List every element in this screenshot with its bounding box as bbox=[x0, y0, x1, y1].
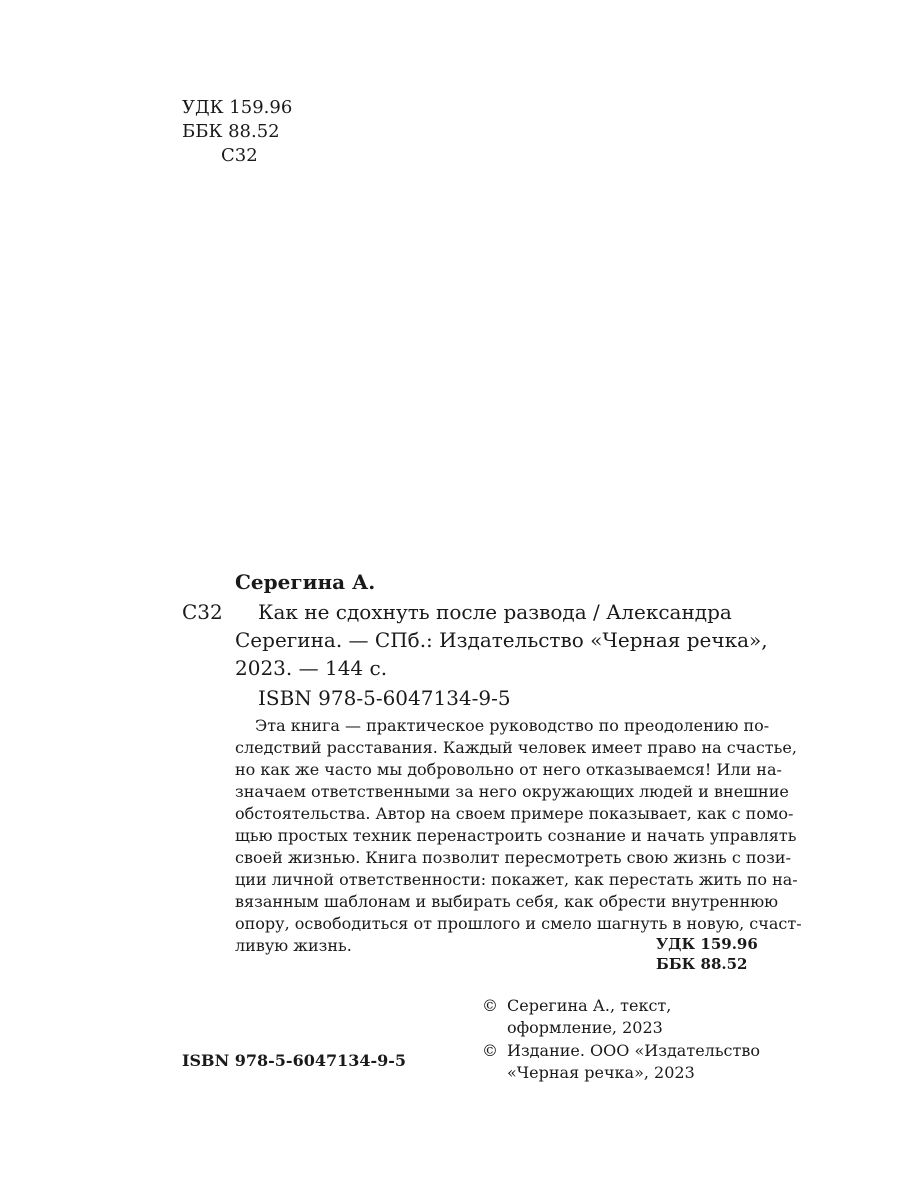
annotation-line: вязанным шаблонам и выбирать себя, как обрести внутреннюю bbox=[235, 892, 779, 911]
copyright-icon: © bbox=[482, 996, 498, 1015]
author-mark: С32 bbox=[221, 145, 258, 166]
catalog-title-line: Как не сдохнуть после развода / Александра bbox=[258, 600, 732, 624]
copyright-publisher-line: «Черная речка», 2023 bbox=[507, 1063, 695, 1082]
annotation-line: опору, освободиться от прошлого и смело шагнуть в новую, счаст- bbox=[235, 914, 802, 933]
catalog-bbk: ББК 88.52 bbox=[656, 955, 748, 973]
catalog-udk: УДК 159.96 bbox=[656, 935, 758, 953]
annotation-line: ливую жизнь. bbox=[235, 936, 352, 955]
annotation-line: обстоятельства. Автор на своем примере показывает, как с помо- bbox=[235, 804, 794, 823]
annotation-line: Эта книга — практическое руководство по преодолению по- bbox=[255, 716, 770, 735]
annotation-line: значаем ответственными за него окружающих людей и внешние bbox=[235, 782, 789, 801]
copyright-author-line: Серегина А., текст, bbox=[507, 996, 672, 1015]
catalog-isbn: ISBN 978-5-6047134-9-5 bbox=[258, 686, 511, 710]
catalog-title-line: Серегина. — СПб.: Издательство «Черная речка», bbox=[235, 628, 768, 652]
udk-code: УДК 159.96 bbox=[182, 97, 293, 118]
bbk-code: ББК 88.52 bbox=[182, 121, 280, 142]
annotation-line: но как же часто мы добровольно от него отказываемся! Или на- bbox=[235, 760, 782, 779]
annotation-line: своей жизнью. Книга позволит пересмотреть свою жизнь с пози- bbox=[235, 848, 791, 867]
copyright-author-line: оформление, 2023 bbox=[507, 1018, 663, 1037]
catalog-author: Серегина А. bbox=[235, 570, 376, 594]
copyright-publisher-line: Издание. ООО «Издательство bbox=[507, 1041, 760, 1060]
catalog-code: С32 bbox=[182, 600, 223, 624]
annotation-line: ции личной ответственности: покажет, как перестать жить по на- bbox=[235, 870, 798, 889]
copyright-icon: © bbox=[482, 1041, 498, 1060]
annotation-line: следствий расставания. Каждый человек имеет право на счастье, bbox=[235, 738, 797, 757]
isbn-bottom: ISBN 978-5-6047134-9-5 bbox=[182, 1051, 407, 1070]
annotation-line: щью простых техник перенастроить сознание и начать управлять bbox=[235, 826, 797, 845]
catalog-title-line: 2023. — 144 с. bbox=[235, 656, 388, 680]
